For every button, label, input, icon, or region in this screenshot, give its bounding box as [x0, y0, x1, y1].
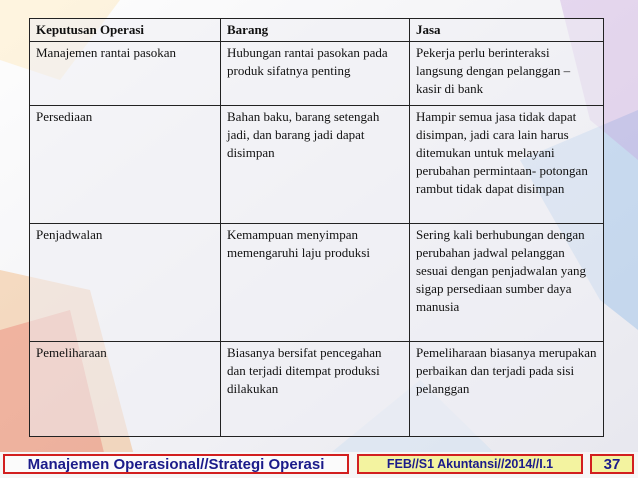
- footer-course-title: Manajemen Operasional//Strategi Operasi: [3, 454, 349, 474]
- table-cell-services: Sering kali berhubungan dengan perubahan jadwal pelanggan sesuai dengan penjadwalan yang sigap persediaan sumber daya manusia: [410, 224, 604, 342]
- header-jasa: Jasa: [410, 19, 604, 42]
- table-cell-decision: Penjadwalan: [30, 224, 221, 342]
- footer-program-label: FEB//S1 Akuntansi//2014//I.1: [357, 454, 583, 474]
- table-cell-goods: Biasanya bersifat pencegahan dan terjadi ditempat produksi dilakukan: [221, 342, 410, 437]
- table-cell-services: Pekerja perlu berinteraksi langsung dengan pelanggan – kasir di bank: [410, 42, 604, 106]
- table-row: [30, 342, 604, 437]
- table-cell-goods: Hubungan rantai pasokan pada produk sifatnya penting: [221, 42, 410, 106]
- header-barang: Barang: [221, 19, 410, 42]
- operations-comparison-table: [29, 18, 604, 437]
- table-cell-decision: Pemeliharaan: [30, 342, 221, 437]
- table-row: [30, 224, 604, 342]
- table-cell-decision: Persediaan: [30, 106, 221, 224]
- table-header-row: [30, 19, 604, 42]
- slide-footer: [0, 452, 638, 478]
- header-keputusan-operasi: Keputusan Operasi: [30, 19, 221, 42]
- operations-comparison-table-container: [29, 18, 603, 451]
- footer-page-number: 37: [590, 454, 634, 474]
- table-cell-services: Pemeliharaan biasanya merupakan perbaikan dan terjadi pada sisi pelanggan: [410, 342, 604, 437]
- table-cell-goods: Bahan baku, barang setengah jadi, dan barang jadi dapat disimpan: [221, 106, 410, 224]
- table-cell-decision: Manajemen rantai pasokan: [30, 42, 221, 106]
- table-cell-services: Hampir semua jasa tidak dapat disimpan, jadi cara lain harus ditemukan untuk melayani perubahan permintaan- potongan rambut tidak dapat disimpan: [410, 106, 604, 224]
- table-cell-goods: Kemampuan menyimpan memengaruhi laju produksi: [221, 224, 410, 342]
- table-row: [30, 42, 604, 106]
- table-row: [30, 106, 604, 224]
